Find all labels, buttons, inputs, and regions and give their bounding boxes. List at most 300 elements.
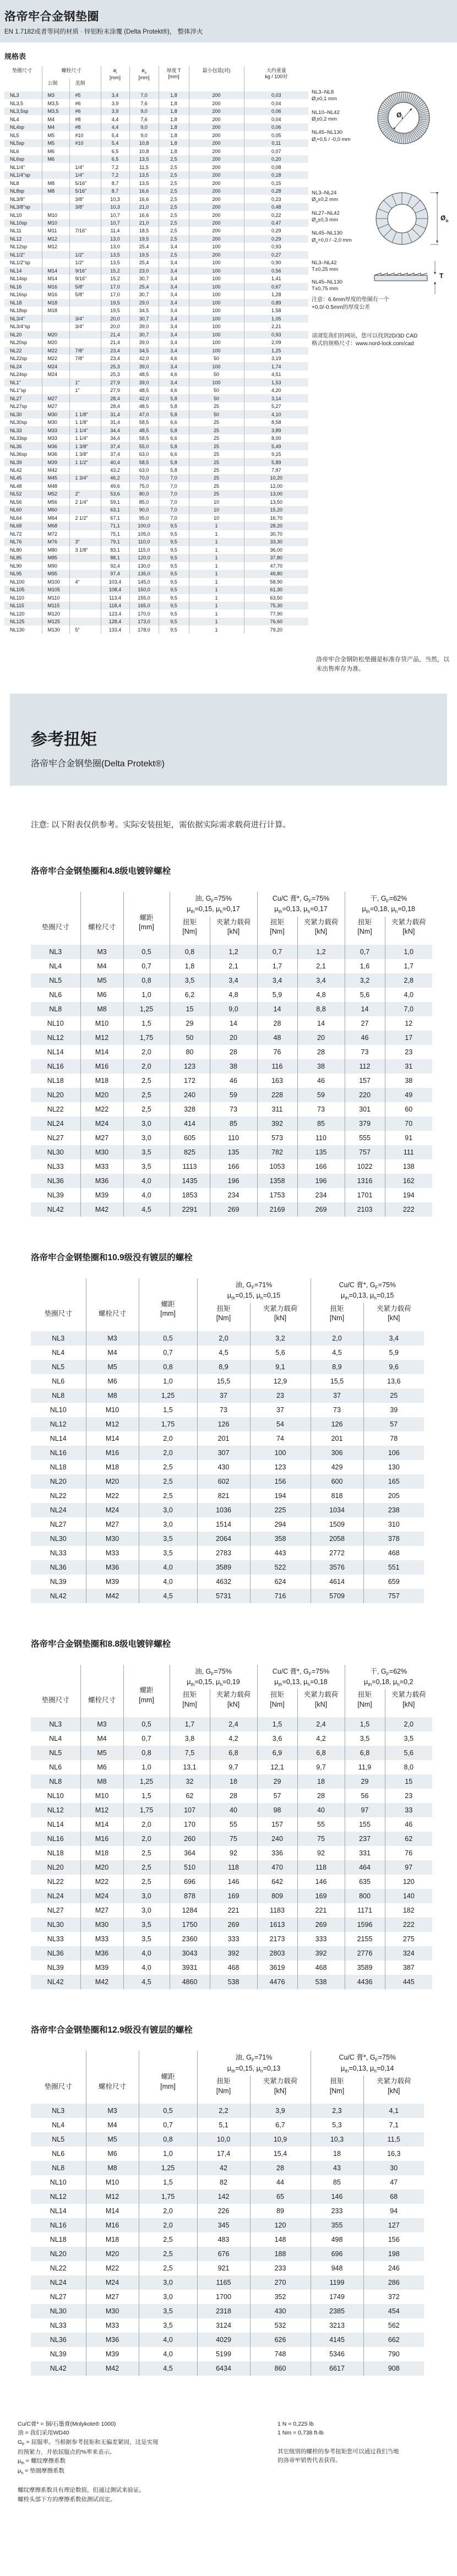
table-cell: 110	[210, 1131, 257, 1145]
table-cell: 49	[385, 1088, 432, 1102]
torque-table-block-12-9	[31, 2023, 457, 2376]
table-cell: M72	[42, 530, 69, 538]
table-cell: 2,5	[139, 1489, 197, 1503]
table-cell: M33	[80, 1159, 123, 1174]
table-cell: 120,0	[129, 554, 159, 562]
table-cell: M24	[80, 1889, 123, 1903]
table-cell: M12	[42, 243, 69, 250]
table-cell: 14	[345, 1002, 385, 1016]
table-cell: M95	[42, 570, 69, 578]
thickness-tolerances	[312, 260, 370, 298]
table-cell: NL3/8"sp	[10, 204, 30, 210]
table-cell: 14	[257, 1002, 297, 1016]
table-row	[4, 434, 308, 442]
table-cell: 49,80	[244, 570, 308, 578]
table-cell: NL1/2"sp	[10, 260, 30, 266]
table-cell: 40,4	[101, 458, 129, 466]
table-cell: 76	[385, 1846, 432, 1860]
table-row	[4, 450, 308, 458]
table-cell: 2,0	[139, 2204, 197, 2218]
table-cell: M5	[42, 139, 69, 147]
table-cell: 3,8	[170, 1731, 210, 1746]
lubrication-group-header: Cu/C 膏*, $G_F=75\%$ $\mu_{th}=0,13$, $\mu_h=0,14$	[311, 2051, 424, 2076]
table-cell: 28,20	[244, 522, 308, 530]
table-row	[4, 554, 308, 562]
col-torque: 扭矩 [Nm]	[170, 917, 210, 945]
table-cell: 0,06	[244, 107, 308, 115]
table-cell: 27,9	[101, 386, 129, 394]
table-cell: 8,0	[385, 1760, 432, 1774]
table-cell: 3,5	[139, 1532, 197, 1546]
table-cell: 4,0	[385, 988, 432, 1002]
table-cell: 3/4"	[69, 323, 101, 330]
table-row	[31, 2218, 424, 2232]
torque-table-12-9	[31, 2051, 424, 2376]
table-row	[4, 578, 308, 586]
table-cell: 105,0	[129, 530, 159, 538]
spec-table	[4, 66, 308, 634]
cad-link[interactable]: www.nord-lock.com/cad	[356, 341, 414, 347]
table-cell: NL18	[47, 1076, 64, 1085]
table-cell: 146	[311, 2190, 363, 2204]
table-cell: 551	[363, 1560, 424, 1575]
table-row	[4, 123, 308, 131]
table-cell: 28,4	[101, 394, 129, 402]
table-cell: 97,4	[101, 570, 129, 578]
table-cell: 92,4	[101, 562, 129, 570]
spec-content-row	[0, 66, 457, 683]
table-cell: M16	[42, 291, 69, 298]
table-cell: NL68	[10, 523, 22, 529]
tolerance-note: NL3–NL8 $Ø_i\pm 0,1$ mm	[312, 89, 337, 104]
table-cell: 9/16"	[69, 267, 101, 275]
table-cell: 5,4	[101, 139, 129, 147]
table-cell: 68	[363, 2190, 424, 2204]
table-cell: M30	[42, 418, 69, 426]
table-cell	[69, 147, 101, 155]
table-cell: 13,6	[363, 1374, 424, 1388]
table-cell: 5,8	[159, 442, 189, 450]
table-cell: NL20sp	[10, 340, 28, 346]
table-cell: 16,6	[129, 187, 159, 195]
table-cell: 146	[210, 1875, 257, 1889]
table-cell: 25	[189, 482, 244, 490]
table-cell: 0,22	[244, 211, 308, 219]
table-cell: 31	[385, 1059, 432, 1074]
table-cell: 198	[363, 2247, 424, 2261]
table-cell: 23,4	[101, 355, 129, 362]
table-cell: 1,6	[345, 959, 385, 973]
table-cell: 3,0	[123, 1131, 170, 1145]
footnote-line: 1 N = 0,225 lb	[278, 2421, 314, 2428]
table-cell: 25	[189, 434, 244, 442]
table-cell: NL3	[49, 1720, 62, 1729]
table-cell: 4"	[69, 578, 101, 586]
table-cell: NL18	[50, 2236, 67, 2244]
table-cell: 2,5	[123, 1875, 170, 1889]
table-cell: 3,4	[297, 973, 345, 988]
table-cell: 222	[385, 1202, 432, 1217]
table-cell: 100	[250, 1446, 311, 1460]
table-cell: 172	[170, 1074, 210, 1088]
table-cell: M27	[80, 1131, 123, 1145]
table-cell: 1 3/4"	[69, 474, 101, 482]
table-row	[4, 625, 308, 633]
table-cell: 10	[189, 514, 244, 522]
table-cell: 7,97	[244, 466, 308, 474]
col-thickness: 厚度 T [mm]	[159, 66, 189, 91]
table-cell: 1,8	[159, 107, 189, 115]
table-cell: NL39	[10, 459, 22, 465]
col-bolt-size: 螺栓尺寸	[80, 1665, 123, 1718]
table-cell: 113,4	[101, 594, 129, 602]
table-cell: 73	[210, 1102, 257, 1117]
table-cell: 15,2	[101, 275, 129, 282]
table-cell	[69, 211, 101, 219]
table-cell: 662	[363, 2333, 424, 2347]
table-cell: NL30	[47, 1921, 64, 1929]
table-cell: M18	[86, 2232, 139, 2247]
table-cell: 3/8"	[69, 195, 101, 203]
table-cell: M36	[86, 2333, 139, 2347]
table-cell: M20	[80, 1088, 123, 1102]
table-cell: 55	[297, 1817, 345, 1832]
table-cell: 3619	[257, 1960, 297, 1975]
table-cell: 3043	[170, 1946, 210, 1960]
table-cell: 5,49	[244, 442, 308, 450]
table-cell: 3,4	[159, 339, 189, 346]
table-cell: M27	[42, 402, 69, 410]
torque-section-header	[10, 694, 447, 786]
table-cell: 3589	[197, 1560, 250, 1575]
table-cell: 522	[250, 1560, 311, 1575]
table-cell: 130,0	[129, 562, 159, 570]
table-cell: NL27	[47, 1134, 64, 1142]
table-cell: 5709	[311, 1589, 363, 1603]
table-cell: 0,7	[139, 1346, 197, 1360]
col-pitch: 螺距 [mm]	[139, 1278, 197, 1331]
table-cell: 860	[250, 2361, 311, 2376]
table-row	[31, 1117, 432, 1131]
table-cell: 4,5	[311, 1346, 363, 1360]
table-cell: 123	[250, 1460, 311, 1474]
table-cell: 47,70	[244, 562, 308, 570]
table-cell: NL24	[47, 1892, 64, 1900]
table-cell: NL5	[10, 132, 19, 138]
col-bolt-size: 螺栓尺寸	[42, 66, 101, 79]
table-cell: 3,4	[159, 291, 189, 298]
table-cell: 91	[385, 1131, 432, 1145]
table-row	[31, 1331, 424, 1346]
table-cell: 200	[189, 163, 244, 171]
table-cell: 23,0	[129, 267, 159, 275]
table-cell: 1358	[257, 1174, 297, 1188]
table-cell: NL30	[47, 1148, 64, 1156]
table-cell: M12	[42, 235, 69, 243]
table-cell: 110,0	[129, 538, 159, 546]
table-cell: 7,0	[159, 498, 189, 506]
table-cell: 1,5	[139, 2175, 197, 2190]
table-cell: 1,8	[159, 115, 189, 123]
lubrication-group-header: 油, $G_F=71\%$ $\mu_{th}=0,15$, $\mu_h=0,13$	[197, 2051, 311, 2076]
table-cell: 1	[189, 578, 244, 586]
table-row	[4, 609, 308, 617]
tolerance-note: NL3–NL42 T±0,25 mm	[312, 260, 338, 273]
table-cell: 9,5	[159, 562, 189, 570]
table-cell: 21,0	[129, 203, 159, 211]
table-cell: M14	[42, 275, 69, 282]
table-cell: 1750	[170, 1918, 210, 1932]
table-cell	[42, 171, 69, 179]
table-cell: 4,4	[101, 115, 129, 123]
table-cell: 5,8	[159, 458, 189, 466]
table-cell: 90,0	[129, 506, 159, 514]
table-cell: 9,7	[210, 1760, 257, 1774]
table-cell: 5,89	[244, 458, 308, 466]
table-cell: 9,5	[159, 578, 189, 586]
table-cell: 3"	[69, 538, 101, 546]
table-cell: NL14sp	[10, 276, 28, 282]
table-cell	[69, 594, 101, 602]
table-cell: 17,0	[101, 291, 129, 298]
table-cell: 2,5	[159, 171, 189, 179]
table-row	[31, 1131, 432, 1145]
table-cell: 10,7	[101, 219, 129, 227]
table-cell: 0,04	[244, 115, 308, 123]
table-cell: 430	[197, 1460, 250, 1474]
table-cell: 233	[250, 2261, 311, 2275]
table-cell: 1	[189, 618, 244, 625]
table-cell: 429	[311, 1460, 363, 1474]
table-cell: 2,5	[159, 195, 189, 203]
table-cell	[42, 378, 69, 386]
table-cell: 49,6	[101, 482, 129, 490]
table-cell: 18,5	[129, 227, 159, 235]
table-cell: NL8	[52, 1391, 65, 1399]
table-cell: 39,0	[129, 323, 159, 330]
col-washer-size: 垫圈尺寸	[41, 923, 69, 932]
table-cell: M80	[42, 546, 69, 554]
table-cell: 5,6	[385, 1746, 432, 1760]
table-row	[31, 1889, 432, 1903]
table-cell: 38	[385, 1074, 432, 1088]
table-cell: 2360	[170, 1932, 210, 1946]
table-cell: 21,0	[129, 219, 159, 227]
table-cell: 602	[197, 1474, 250, 1489]
table-cell: 16,6	[129, 211, 159, 219]
table-cell: 0,28	[244, 187, 308, 195]
table-cell: NL5	[49, 1749, 62, 1757]
table-cell: 37,80	[244, 554, 308, 562]
torque-table-body	[31, 1331, 424, 1603]
table-row	[4, 442, 308, 450]
table-cell: 1,5	[123, 1789, 170, 1803]
table-row	[4, 506, 308, 514]
table-cell: 6,6	[159, 418, 189, 426]
table-cell: 126	[311, 1417, 363, 1431]
table-cell: 205	[363, 1489, 424, 1503]
table-cell: 196	[210, 1174, 257, 1188]
table-cell: 1316	[345, 1174, 385, 1188]
table-cell: #10	[69, 139, 101, 147]
table-cell: 4,1	[363, 2104, 424, 2118]
table-cell: M42	[86, 2361, 139, 2376]
table-cell: 3,5	[123, 1932, 170, 1946]
tolerance-note: NL45–NL130 T±0,75 mm	[312, 279, 343, 292]
table-cell: NL22	[47, 1105, 64, 1113]
table-cell: NL4	[49, 1735, 62, 1743]
table-cell: 2,0	[123, 1045, 170, 1059]
table-cell: 25	[189, 442, 244, 450]
table-cell: 19,5	[129, 251, 159, 259]
col-pitch: 螺距 [mm]	[123, 1665, 170, 1718]
table-cell: 2,5	[159, 155, 189, 163]
table-cell: 355	[311, 2218, 363, 2232]
table-cell: 58,5	[129, 434, 159, 442]
table-cell: 200	[189, 147, 244, 155]
table-cell: NL6	[52, 2150, 65, 2158]
table-row	[31, 2333, 424, 2347]
table-cell: 123,4	[101, 609, 129, 617]
table-cell: 100	[189, 275, 244, 282]
col-inner-diameter: $ø_i$ [mm]	[101, 66, 129, 91]
table-cell: 2,1	[210, 959, 257, 973]
table-cell: NL76	[10, 539, 22, 545]
table-row	[31, 1346, 424, 1360]
torque-table-header	[31, 892, 432, 945]
table-cell: M16	[42, 283, 69, 291]
table-cell: 4,0	[139, 2347, 197, 2361]
table-cell: 75	[210, 1832, 257, 1846]
table-cell: 126	[197, 1417, 250, 1431]
table-cell: 2,5	[159, 219, 189, 227]
table-cell: 13,00	[244, 490, 308, 498]
torque-table-header	[31, 1278, 424, 1331]
table-cell: 10,3	[101, 195, 129, 203]
table-cell: 5346	[311, 2347, 363, 2361]
table-cell: 200	[189, 171, 244, 179]
table-cell: M22	[80, 1875, 123, 1889]
table-cell: 6,5	[101, 147, 129, 155]
table-cell: 9,5	[159, 554, 189, 562]
table-cell	[69, 562, 101, 570]
table-row	[31, 1932, 432, 1946]
table-cell: 2,0	[139, 1446, 197, 1460]
table-row	[4, 195, 308, 203]
table-row	[31, 1860, 432, 1875]
table-cell: 676	[197, 2247, 250, 2261]
table-row	[31, 1088, 432, 1102]
inner-diameter-diagram-group	[312, 89, 437, 150]
table-cell: M22	[86, 1489, 139, 1503]
table-cell: 25	[189, 426, 244, 434]
table-cell: 200	[189, 91, 244, 99]
table-cell: 234	[210, 1188, 257, 1202]
table-cell: 3,4	[159, 259, 189, 266]
table-cell: NL12sp	[10, 244, 28, 250]
table-cell: M3	[86, 1331, 139, 1346]
table-cell: NL14	[47, 1048, 64, 1056]
table-cell: 42,0	[129, 355, 159, 362]
table-cell: NL42	[50, 2365, 67, 2373]
table-cell: 118,4	[101, 602, 129, 609]
table-cell: NL33	[50, 2322, 67, 2330]
table-cell: 29	[170, 1016, 210, 1031]
table-cell: 225	[250, 1503, 311, 1517]
table-cell: M14	[86, 1431, 139, 1446]
table-cell: NL33	[10, 427, 22, 433]
table-row	[31, 2347, 424, 2361]
table-cell: M8	[42, 179, 69, 187]
table-cell: 15,4	[250, 2147, 311, 2161]
table-cell: 28	[297, 1789, 345, 1803]
lubrication-group-header: 油, $G_F=75\%$ $\mu_{th}=0,15$, $\mu_h=0,17$	[170, 892, 257, 917]
table-cell: M8	[80, 1774, 123, 1789]
table-cell: 5,9	[363, 1346, 424, 1360]
table-cell: 221	[210, 1903, 257, 1918]
table-cell: 44	[250, 2175, 311, 2190]
table-cell: 25	[189, 418, 244, 426]
table-cell: 10,8	[129, 147, 159, 155]
table-row	[31, 1016, 432, 1031]
table-cell: 1/4"	[69, 171, 101, 179]
col-torque: 扭矩 [Nm]	[170, 1689, 210, 1717]
table-cell: 27,9	[101, 378, 129, 386]
table-cell: 1	[189, 594, 244, 602]
table-cell: M39	[42, 458, 69, 466]
table-cell: 0,11	[244, 139, 308, 147]
table-cell: NL16	[50, 1448, 67, 1457]
table-cell: 2169	[257, 1202, 297, 1217]
table-cell: M33	[42, 426, 69, 434]
table-cell: NL4	[52, 2121, 65, 2130]
table-cell: M4	[42, 115, 69, 123]
torque-table-title: 洛帝牢合金钢垫圈和4.8级电镀锌螺栓	[31, 867, 171, 876]
table-cell: 464	[345, 1860, 385, 1875]
table-cell: 8,7	[101, 187, 129, 195]
table-cell: 200	[189, 123, 244, 131]
table-cell	[69, 235, 101, 243]
thickness-tolerance-note: 注意：6.6mm厚度的垫圈有一个 +0,0/-0.5mm的厚度公差	[312, 297, 389, 311]
torque-table-header	[31, 1665, 432, 1718]
table-cell: 358	[250, 1532, 311, 1546]
table-cell: 1,28	[244, 291, 308, 298]
table-cell: 73	[345, 1045, 385, 1059]
table-cell: 110	[297, 1131, 345, 1145]
table-cell: 48,5	[129, 371, 159, 378]
table-cell: 1,75	[139, 1417, 197, 1431]
table-cell: M8	[42, 187, 69, 195]
table-cell: 0,05	[244, 131, 308, 139]
table-cell: 331	[345, 1846, 385, 1860]
torque-table-block-8-8	[31, 1637, 457, 1990]
table-cell: NL52	[10, 491, 22, 497]
table-cell: 1	[189, 586, 244, 593]
table-cell: 156	[363, 2232, 424, 2247]
table-cell	[69, 554, 101, 562]
table-cell: 38	[297, 1059, 345, 1074]
table-cell	[69, 243, 101, 250]
table-row	[31, 2275, 424, 2290]
table-cell: NL1/2"	[10, 252, 25, 258]
col-clamp-load: 夹紧力载荷 [kN]	[297, 917, 345, 945]
table-cell: 2058	[311, 1532, 363, 1546]
table-cell: 1,75	[123, 1803, 170, 1817]
footnotes-right	[278, 2420, 443, 2504]
torque-table-block-4-8	[31, 864, 457, 1217]
table-cell: M30	[86, 2304, 139, 2318]
col-washer-size: 垫圈尺寸	[12, 68, 32, 73]
